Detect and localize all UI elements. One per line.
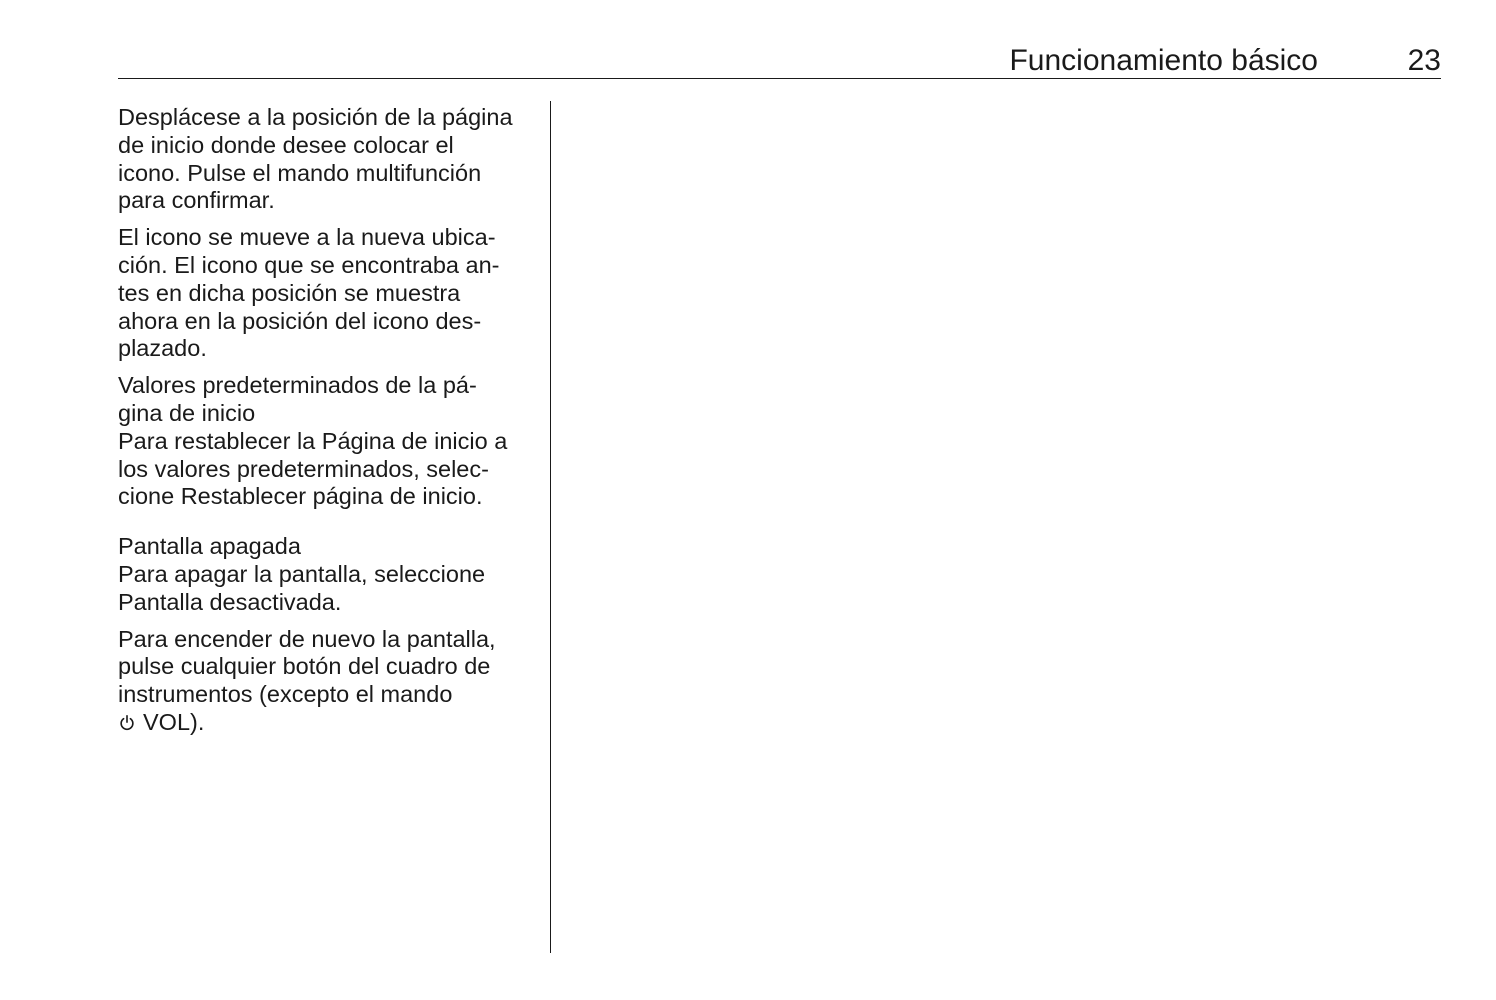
text-line: tes en dicha posición se muestra <box>118 279 461 306</box>
text-line: ción. El icono que se encontraba an- <box>118 251 500 278</box>
text-line <box>118 709 538 737</box>
power-icon <box>118 714 136 732</box>
text-line: Pantalla desactivada. <box>118 588 342 615</box>
text-line: los valores predeterminados, selec- <box>118 455 489 482</box>
section-title: Funcionamiento básico <box>1009 44 1318 77</box>
left-column <box>118 104 538 746</box>
text-line: icono. Pulse el mando multifunción <box>118 159 482 186</box>
paragraph-display-on <box>118 626 538 737</box>
subheading-line: Valores predeterminados de la pá- <box>118 372 477 399</box>
paragraph-display-off <box>118 533 538 616</box>
text-line: de inicio donde desee colocar el <box>118 131 454 158</box>
text-line: Para restablecer la Página de inicio a <box>118 427 508 454</box>
subheading-line: gina de inicio <box>118 399 256 426</box>
paragraph-home-defaults <box>118 372 538 511</box>
section-heading: Pantalla apagada <box>118 533 301 560</box>
text-line: plazado. <box>118 335 207 362</box>
text-line: para confirmar. <box>118 187 275 214</box>
column-divider <box>550 101 551 953</box>
text-line: Para encender de nuevo la pantalla, <box>118 625 496 652</box>
text-line: cione Restablecer página de inicio. <box>118 483 483 510</box>
text-line: instrumentos (excepto el mando <box>118 681 453 708</box>
vol-label: VOL). <box>143 708 205 735</box>
text-line: ahora en la posición del icono des- <box>118 307 482 334</box>
text-line: Para apagar la pantalla, seleccione <box>118 560 486 587</box>
text-line: pulse cualquier botón del cuadro de <box>118 653 491 680</box>
paragraph-icon-moved <box>118 224 538 363</box>
text-line: El icono se mueve a la nueva ubica- <box>118 224 496 251</box>
paragraph-move-icon <box>118 104 538 215</box>
text-line: Desplácese a la posición de la página <box>118 104 513 130</box>
page-number: 23 <box>1407 44 1441 77</box>
page-header <box>118 40 1441 79</box>
